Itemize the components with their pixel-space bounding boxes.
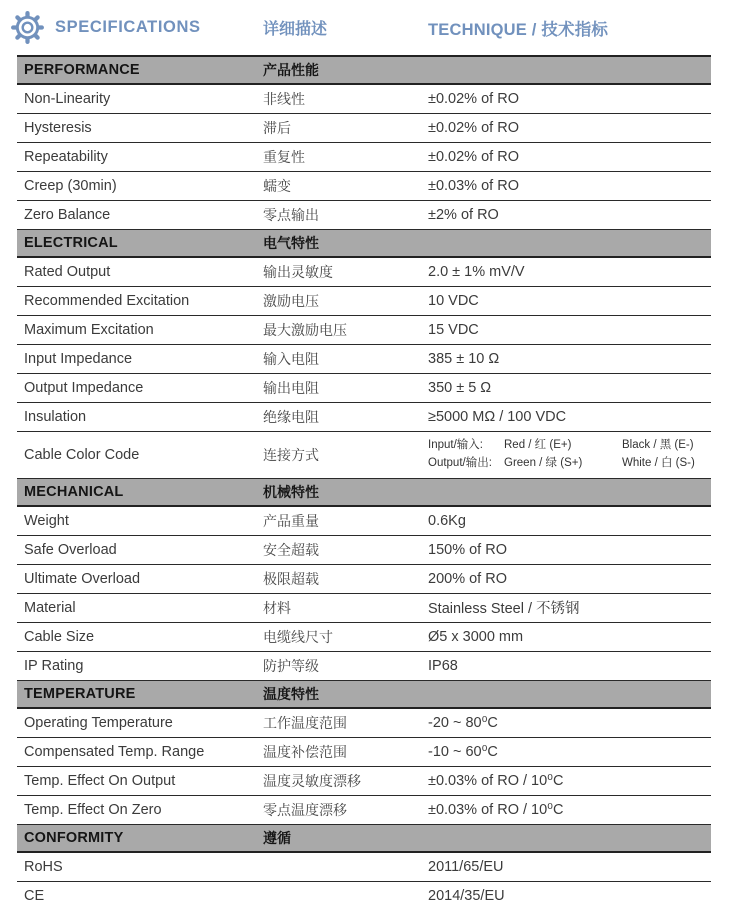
spec-name-en: Recommended Excitation <box>24 293 190 309</box>
spec-value: ±0.02% of RO <box>428 149 519 165</box>
cable-wire-2: White / 白 (S-) <box>622 456 695 469</box>
section-title-en: TEMPERATURE <box>24 685 136 702</box>
section-title-en: ELECTRICAL <box>24 235 118 251</box>
spec-value: 2.0 ± 1% mV/V <box>428 264 525 280</box>
spec-row <box>17 403 711 432</box>
spec-value: 385 ± 10 Ω <box>428 351 500 367</box>
section-title-zh: 遵循 <box>263 829 291 846</box>
spec-row <box>17 374 711 403</box>
spec-name-en: Temp. Effect On Zero <box>24 801 162 818</box>
spec-value: 15 VDC <box>428 322 479 338</box>
section-title-en: PERFORMANCE <box>24 62 140 78</box>
spec-value-cable-code <box>428 437 711 473</box>
cable-line-label: Output/输出: <box>428 456 492 469</box>
spec-name-en: Input Impedance <box>24 351 133 367</box>
spec-value: ±2% of RO <box>428 207 499 223</box>
spec-row <box>17 201 711 230</box>
spec-name-en: Cable Color Code <box>24 446 140 463</box>
specifications-table <box>17 55 711 910</box>
spec-name-en: Weight <box>24 512 69 529</box>
spec-value: 0.6Kg <box>428 512 466 529</box>
spec-row <box>17 565 711 594</box>
spec-value: -10 ~ 60⁰C <box>428 743 498 760</box>
spec-name-en: Cable Size <box>24 628 95 645</box>
spec-value: Ø5 x 3000 mm <box>428 628 524 645</box>
spec-name-en: Insulation <box>24 409 87 425</box>
section-header <box>17 681 711 709</box>
spec-name-en: Operating Temperature <box>24 714 173 731</box>
spec-name-zh: 输出灵敏度 <box>263 264 333 280</box>
spec-name-zh: 零点温度漂移 <box>263 801 347 818</box>
spec-row <box>17 882 711 910</box>
spec-name-zh: 电缆线尺寸 <box>263 628 333 645</box>
spec-value: 2011/65/EU <box>428 858 504 875</box>
spec-row <box>17 345 711 374</box>
spec-value: ±0.03% of RO / 10⁰C <box>428 772 564 789</box>
spec-row <box>17 738 711 767</box>
section-title-zh: 电气特性 <box>263 235 319 251</box>
header-title-technique: TECHNIQUE / 技术指标 <box>428 20 609 39</box>
spec-name-en: CE <box>24 887 45 904</box>
spec-name-zh: 极限超载 <box>263 570 319 587</box>
spec-row <box>17 114 711 143</box>
spec-name-zh: 安全超载 <box>263 541 319 558</box>
spec-name-en: Hysteresis <box>24 120 92 136</box>
spec-value: 150% of RO <box>428 541 507 558</box>
spec-value: 200% of RO <box>428 570 507 587</box>
spec-name-zh: 非线性 <box>263 91 305 107</box>
section-title-en: MECHANICAL <box>24 483 124 500</box>
section-title-zh: 温度特性 <box>263 685 319 702</box>
cable-line <box>428 455 711 473</box>
cable-wire-1: Green / 绿 (S+) <box>504 456 583 469</box>
spec-name-en: RoHS <box>24 858 63 875</box>
spec-name-zh: 工作温度范围 <box>263 714 347 731</box>
spec-row <box>17 507 711 536</box>
spec-row <box>17 853 711 882</box>
section-header <box>17 825 711 853</box>
spec-name-en: Rated Output <box>24 264 111 280</box>
cable-line-label: Input/输入: <box>428 438 483 451</box>
spec-name-zh: 重复性 <box>263 149 305 165</box>
cable-wire-2: Black / 黑 (E-) <box>622 438 694 451</box>
spec-name-en: Creep (30min) <box>24 178 117 194</box>
spec-row <box>17 623 711 652</box>
spec-name-en: Zero Balance <box>24 207 111 223</box>
spec-name-en: Compensated Temp. Range <box>24 743 205 760</box>
spec-name-zh: 材料 <box>263 599 291 616</box>
spec-name-zh: 滞后 <box>263 120 291 136</box>
spec-name-zh: 温度补偿范围 <box>263 743 347 760</box>
spec-row <box>17 143 711 172</box>
spec-name-en: Output Impedance <box>24 380 144 396</box>
spec-value: IP68 <box>428 657 458 674</box>
section-title-zh: 产品性能 <box>263 62 319 78</box>
spec-name-en: Material <box>24 599 76 616</box>
spec-value: 2014/35/EU <box>428 887 505 904</box>
spec-value: 350 ± 5 Ω <box>428 380 492 396</box>
section-header <box>17 230 711 258</box>
spec-name-zh: 输出电阻 <box>263 380 319 396</box>
spec-row <box>17 652 711 681</box>
spec-value: ±0.03% of RO / 10⁰C <box>428 801 564 818</box>
spec-value: Stainless Steel / 不锈钢 <box>428 601 580 617</box>
spec-value: ±0.02% of RO <box>428 120 519 136</box>
spec-sheet-page <box>17 0 711 910</box>
section-title-en: CONFORMITY <box>24 829 124 846</box>
spec-row <box>17 767 711 796</box>
spec-name-zh: 温度灵敏度漂移 <box>263 772 361 789</box>
spec-name-zh: 绝缘电阻 <box>263 409 319 425</box>
spec-name-en: Temp. Effect On Output <box>24 772 176 789</box>
spec-name-zh: 连接方式 <box>263 446 319 463</box>
spec-value: 10 VDC <box>428 293 479 309</box>
spec-row <box>17 287 711 316</box>
header-title-chinese: 详细描述 <box>263 21 328 38</box>
spec-name-zh: 激励电压 <box>263 293 319 309</box>
page-header <box>17 0 711 55</box>
spec-name-zh: 产品重量 <box>263 512 319 529</box>
spec-row <box>17 316 711 345</box>
spec-row <box>17 432 711 479</box>
spec-value: ≥5000 MΩ / 100 VDC <box>428 409 567 425</box>
spec-value: ±0.03% of RO <box>428 178 519 194</box>
cable-line <box>428 437 711 455</box>
spec-row <box>17 85 711 114</box>
spec-name-en: Safe Overload <box>24 541 117 558</box>
spec-row <box>17 536 711 565</box>
cable-wire-1: Red / 红 (E+) <box>504 438 572 451</box>
gear-icon <box>9 9 46 46</box>
spec-value: ±0.02% of RO <box>428 91 519 107</box>
spec-name-zh: 输入电阻 <box>263 351 319 367</box>
section-header <box>17 479 711 507</box>
spec-name-zh: 防护等级 <box>263 657 319 674</box>
spec-row <box>17 258 711 287</box>
header-title-specifications: SPECIFICATIONS <box>55 18 201 36</box>
section-title-zh: 机械特性 <box>263 483 319 500</box>
spec-name-en: Repeatability <box>24 149 108 165</box>
spec-row <box>17 594 711 623</box>
spec-name-en: Ultimate Overload <box>24 570 141 587</box>
header-col-specifications <box>9 9 263 46</box>
spec-name-zh: 蠕变 <box>263 178 291 194</box>
spec-name-zh: 最大激励电压 <box>263 322 347 338</box>
spec-value: -20 ~ 80⁰C <box>428 714 498 731</box>
spec-row <box>17 709 711 738</box>
spec-name-zh: 零点输出 <box>263 207 319 223</box>
spec-name-en: Non-Linearity <box>24 91 111 107</box>
spec-row <box>17 172 711 201</box>
spec-row <box>17 796 711 825</box>
section-header <box>17 57 711 85</box>
spec-name-en: Maximum Excitation <box>24 322 154 338</box>
spec-name-en: IP Rating <box>24 657 84 674</box>
